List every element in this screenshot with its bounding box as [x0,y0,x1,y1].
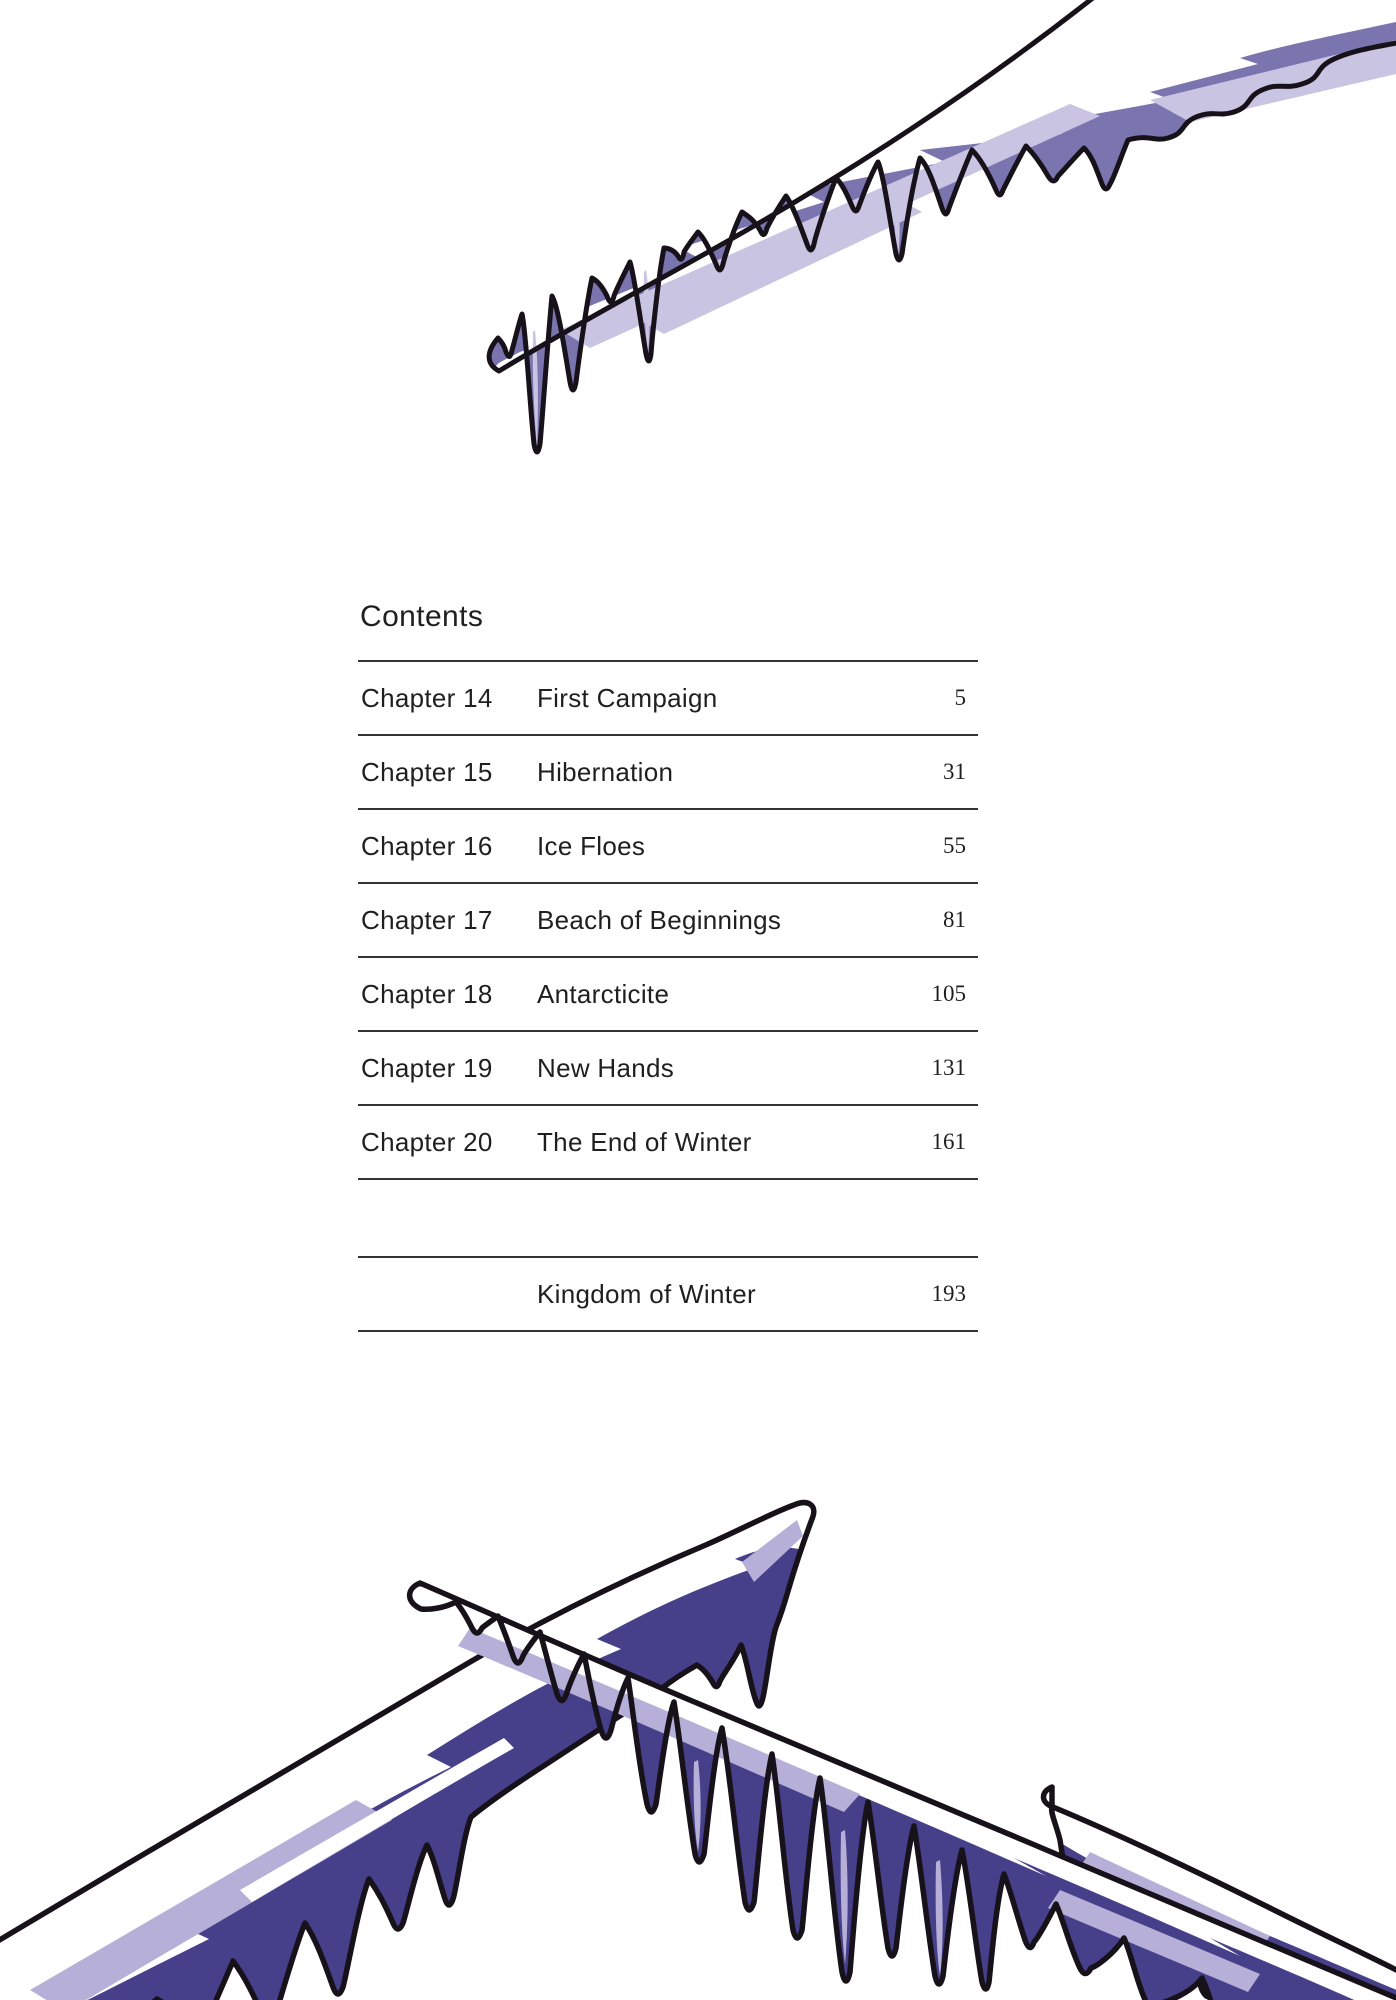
toc-row [358,1030,978,1104]
chapter-label: Chapter 14 [361,682,493,713]
bottom-icicle-illustration [0,1503,1396,2000]
toc-row-list [358,660,978,1180]
chapter-title: Ice Floes [537,830,646,861]
chapter-label: Chapter 19 [361,1052,493,1083]
chapter-title: Hibernation [537,756,674,787]
page-title: Contents [360,600,484,633]
chapter-title: Kingdom of Winter [537,1278,756,1309]
page-number: 31 [943,759,966,784]
page-number: 131 [931,1055,966,1080]
toc-row [358,808,978,882]
toc-row [358,1104,978,1178]
table-of-contents [358,599,978,1332]
page-number: 5 [954,685,966,710]
chapter-label: Chapter 18 [361,978,493,1009]
toc-row [358,882,978,956]
chapter-label: Chapter 16 [361,830,493,861]
chapter-title: First Campaign [537,682,718,713]
chapter-title: Beach of Beginnings [537,904,782,935]
page-number: 193 [931,1281,966,1306]
page-number: 105 [931,981,966,1006]
page-number: 55 [943,833,966,858]
chapter-label: Chapter 17 [361,904,493,935]
toc-row-special [358,1256,978,1332]
toc-section-gap [358,1180,978,1256]
top-icicle-illustration [489,0,1396,452]
toc-row [358,734,978,808]
toc-row [358,660,978,734]
chapter-label: Chapter 15 [361,756,493,787]
chapter-title: The End of Winter [537,1126,752,1157]
page-number: 161 [931,1129,966,1154]
chapter-label: Chapter 20 [361,1126,493,1157]
chapter-title: New Hands [537,1052,675,1083]
chapter-title: Antarcticite [537,978,670,1009]
page-number: 81 [943,907,966,932]
toc-row [358,956,978,1030]
